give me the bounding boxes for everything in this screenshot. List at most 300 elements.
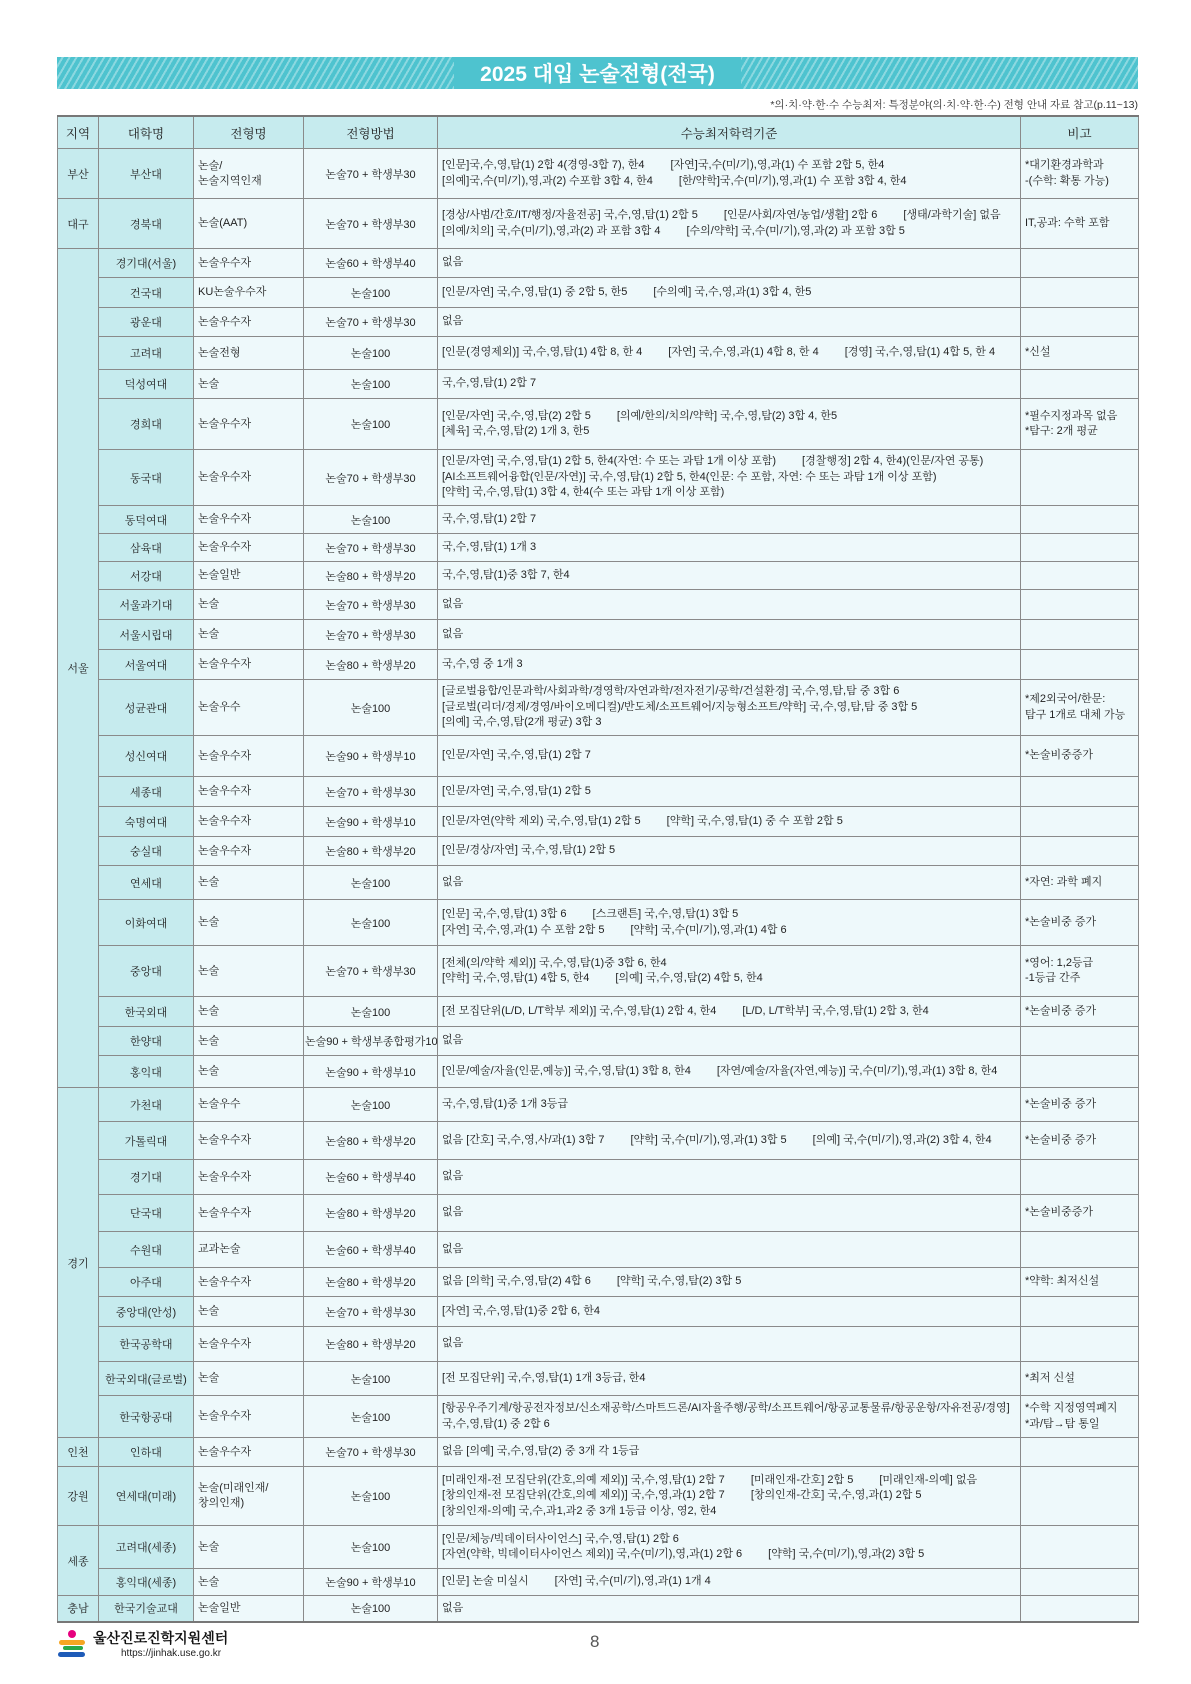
csat-minimum-criteria bbox=[438, 590, 1021, 620]
admission-type bbox=[194, 1297, 304, 1327]
remarks bbox=[1021, 370, 1139, 399]
admission-type-line: 논술우수자 bbox=[198, 1410, 252, 1422]
csat-minimum-criteria bbox=[438, 680, 1021, 736]
remarks bbox=[1021, 1297, 1139, 1327]
remarks bbox=[1021, 650, 1139, 680]
university-name: 광운대 bbox=[99, 308, 194, 337]
criteria-segment: [약학] 국,수(미/기),영,과(2) 3합 5 bbox=[768, 1548, 925, 1560]
table-row bbox=[58, 308, 1139, 337]
criteria-segment: [미래인재-간호] 2합 5 bbox=[750, 1473, 854, 1486]
criteria-segment: [의예/치의] 국,수(미/기),영,과(2) 과 포함 3합 4 bbox=[442, 224, 661, 237]
csat-minimum-criteria bbox=[438, 1526, 1021, 1569]
csat-minimum-criteria bbox=[438, 1232, 1021, 1268]
admission-type-line: 논술우수자 bbox=[198, 1134, 252, 1146]
criteria-segment: [약학] 국,수(미/기),영,과(1) 4합 6 bbox=[630, 923, 787, 936]
table-row bbox=[58, 1232, 1139, 1268]
selection-method: 논술60 + 학생부40 bbox=[304, 1160, 438, 1195]
region-cell: 대구 bbox=[58, 199, 99, 249]
criteria-segment: 국,수,영,탐(1) 2합 7 bbox=[442, 377, 537, 390]
admission-type-line: 논술 bbox=[198, 628, 220, 640]
criteria-segment: [자연] 국,수(미/기),영,과(1) 1개 4 bbox=[554, 1575, 711, 1588]
table-row bbox=[58, 1569, 1139, 1596]
criteria-line bbox=[442, 224, 1016, 240]
criteria-segment: [경상/사범/간호/IT/행정/자율전공] 국,수,영,탐(1) 2합 5 bbox=[442, 209, 698, 221]
criteria-line bbox=[442, 1417, 1016, 1433]
criteria-line bbox=[442, 568, 1016, 584]
criteria-line bbox=[442, 814, 1016, 830]
csat-minimum-criteria bbox=[438, 650, 1021, 680]
criteria-segment: [경찰행정] 2합 4, 한4)(인문/자연 공통) bbox=[802, 455, 984, 468]
criteria-line bbox=[442, 1401, 1016, 1417]
region-cell: 강원 bbox=[58, 1467, 99, 1526]
university-name: 성신여대 bbox=[99, 736, 194, 777]
criteria-segment: [약학] 국,수,영,탐(1) 중 수 포함 2합 5 bbox=[666, 814, 843, 827]
remarks bbox=[1021, 1056, 1139, 1088]
criteria-line bbox=[442, 174, 1016, 190]
university-name: 한양대 bbox=[99, 1027, 194, 1056]
admission-type-line: 논술 bbox=[198, 1034, 220, 1047]
remarks bbox=[1021, 308, 1139, 337]
admission-type bbox=[194, 1195, 304, 1232]
criteria-segment: [L/D, L/T학부] 국,수,영,탐(1) 2합 3, 한4 bbox=[742, 1004, 929, 1017]
criteria-line bbox=[442, 376, 1016, 392]
admission-type-line: 논술 bbox=[198, 1305, 220, 1317]
admission-type-line: 논술우수 bbox=[198, 701, 241, 713]
csat-minimum-criteria bbox=[438, 506, 1021, 534]
remarks bbox=[1021, 199, 1139, 249]
table-row bbox=[58, 506, 1139, 534]
table-row bbox=[58, 1362, 1139, 1396]
admission-type-line: 논술 bbox=[198, 1005, 220, 1017]
criteria-segment: 국,수,영,탐(1) 2합 7 bbox=[442, 512, 537, 525]
essay-admission-table bbox=[57, 115, 1139, 1623]
table-row bbox=[58, 1195, 1139, 1232]
criteria-line bbox=[442, 1504, 1016, 1520]
admission-type bbox=[194, 946, 304, 997]
admission-type bbox=[194, 1526, 304, 1569]
admission-type-line: 논술우수자 bbox=[198, 1170, 252, 1183]
criteria-line bbox=[442, 1274, 1016, 1290]
criteria-line bbox=[442, 470, 1016, 486]
admission-type bbox=[194, 534, 304, 562]
criteria-segment: 없음 bbox=[442, 627, 464, 640]
remark-line: *신설 bbox=[1025, 346, 1051, 359]
table-row bbox=[58, 1297, 1139, 1327]
table-row bbox=[58, 1327, 1139, 1362]
selection-method: 논술100 bbox=[304, 506, 438, 534]
column-header-university: 대학명 bbox=[99, 116, 194, 149]
selection-method: 논술70 + 학생부30 bbox=[304, 450, 438, 506]
admission-type-line: 논술우수자 bbox=[198, 1337, 252, 1350]
table-row bbox=[58, 562, 1139, 590]
table-row bbox=[58, 534, 1139, 562]
criteria-segment: [자연] 국,수,영,탐(1)중 2합 6, 한4 bbox=[442, 1304, 600, 1317]
remarks bbox=[1021, 278, 1139, 308]
admission-type-line: 논술 bbox=[198, 1575, 220, 1588]
csat-minimum-criteria bbox=[438, 946, 1021, 997]
csat-minimum-criteria bbox=[438, 337, 1021, 370]
remarks bbox=[1021, 1232, 1139, 1268]
admission-type-line: 논술 bbox=[198, 964, 220, 977]
university-name: 덕성여대 bbox=[99, 370, 194, 399]
remarks bbox=[1021, 1195, 1139, 1232]
csat-minimum-criteria bbox=[438, 1596, 1021, 1622]
admission-type-line: 논술(미래인재/ bbox=[198, 1482, 269, 1494]
remarks bbox=[1021, 997, 1139, 1027]
admission-type bbox=[194, 680, 304, 736]
criteria-segment: 없음 bbox=[442, 256, 464, 269]
criteria-segment: 없음 bbox=[442, 875, 464, 888]
selection-method: 논술100 bbox=[304, 997, 438, 1027]
admission-type-line: 논술일반 bbox=[198, 1601, 241, 1614]
university-name: 서울시립대 bbox=[99, 620, 194, 650]
university-name: 서울과기대 bbox=[99, 590, 194, 620]
table-row bbox=[58, 866, 1139, 900]
criteria-segment: 없음 bbox=[442, 1337, 464, 1350]
admission-type bbox=[194, 1088, 304, 1122]
university-name: 고려대(세종) bbox=[99, 1526, 194, 1569]
criteria-segment: 없음 bbox=[442, 1206, 464, 1219]
criteria-segment: [AI소프트웨어융합(인문/자연)] 국,수,영,탐(1) 2합 5, 한4(인문: 수 포함, 자연: 수 또는 과탐 1개 이상 포함) bbox=[442, 470, 937, 483]
criteria-segment: 없음 [의예] 국,수,영,탐(2) 중 3개 각 1등급 bbox=[442, 1445, 640, 1458]
criteria-line bbox=[442, 345, 1016, 361]
table-body bbox=[58, 149, 1139, 1622]
criteria-line bbox=[442, 971, 1016, 987]
remark-line: *논술비중 증가 bbox=[1025, 1097, 1097, 1110]
criteria-segment: [항공우주기계/항공전자정보/신소재공학/스마트드론/AI자율주행/공학/소프트웨어/항공교통물류/항공운항/자유전공/경영] bbox=[442, 1402, 1010, 1414]
criteria-line bbox=[442, 512, 1016, 528]
remarks bbox=[1021, 534, 1139, 562]
remark-line: *자연: 과학 폐지 bbox=[1025, 875, 1103, 888]
remarks bbox=[1021, 736, 1139, 777]
selection-method: 논술100 bbox=[304, 1467, 438, 1526]
selection-method: 논술60 + 학생부40 bbox=[304, 249, 438, 278]
university-name: 경기대 bbox=[99, 1160, 194, 1195]
admission-type-line: 논술(AAT) bbox=[198, 217, 248, 229]
admission-type bbox=[194, 506, 304, 534]
remark-line: *최저 신설 bbox=[1025, 1371, 1075, 1384]
criteria-segment: [글로벌융합/인문과학/사회과학/경영학/자연과학/전자전기/공학/건설환경] 국,수,영,탐,탐 중 3합 6 bbox=[442, 685, 900, 698]
remarks bbox=[1021, 946, 1139, 997]
university-name: 가천대 bbox=[99, 1088, 194, 1122]
criteria-line bbox=[442, 454, 1016, 470]
university-name: 삼육대 bbox=[99, 534, 194, 562]
csat-minimum-criteria bbox=[438, 1569, 1021, 1596]
table-row bbox=[58, 1160, 1139, 1195]
table-row bbox=[58, 900, 1139, 946]
remark-line: -(수학: 확통 가능) bbox=[1025, 174, 1109, 187]
table-row bbox=[58, 1467, 1139, 1526]
criteria-line bbox=[442, 1064, 1016, 1080]
admission-type-line: 논술우수자 bbox=[198, 417, 252, 430]
admission-type bbox=[194, 278, 304, 308]
selection-method: 논술100 bbox=[304, 1362, 438, 1396]
footer bbox=[57, 1628, 228, 1659]
selection-method: 논술70 + 학생부30 bbox=[304, 1297, 438, 1327]
remarks bbox=[1021, 807, 1139, 837]
admission-type-line: 논술 bbox=[198, 598, 220, 610]
criteria-segment: [생태/과학기술] 없음 bbox=[903, 209, 1001, 221]
criteria-line bbox=[442, 657, 1016, 673]
criteria-segment: [창의인재-전 모집단위(간호,의예 제외)] 국,수,영,과(1) 2합 7 bbox=[442, 1489, 725, 1502]
admission-type bbox=[194, 1596, 304, 1622]
criteria-segment: [자연] 국,수,영,과(1) 수 포함 2합 5 bbox=[442, 923, 605, 936]
criteria-segment: [인문]국,수,영,탐(1) 2합 4(경영-3합 7), 한4 bbox=[442, 159, 645, 171]
remarks bbox=[1021, 1526, 1139, 1569]
criteria-segment: [약학] 국,수,영,탐(1) 3합 4, 한4(수 또는 과탐 1개 이상 포함) bbox=[442, 486, 725, 499]
criteria-segment: [창의인재-의예] 국,수,과1,과2 중 3개 1등급 이상, 영2, 한4 bbox=[442, 1504, 717, 1517]
admission-type bbox=[194, 1438, 304, 1467]
criteria-segment: [인문/사회/자연/농업/생활] 2합 6 bbox=[723, 209, 878, 221]
university-name: 이화여대 bbox=[99, 900, 194, 946]
criteria-line bbox=[442, 1242, 1016, 1258]
admission-type bbox=[194, 1569, 304, 1596]
criteria-segment: [전 모집단위] 국,수,영,탐(1) 1개 3등급, 한4 bbox=[442, 1371, 646, 1384]
remarks bbox=[1021, 562, 1139, 590]
criteria-line bbox=[442, 1205, 1016, 1221]
csat-minimum-criteria bbox=[438, 534, 1021, 562]
criteria-line bbox=[442, 700, 1016, 716]
criteria-line bbox=[442, 208, 1016, 224]
csat-minimum-criteria bbox=[438, 997, 1021, 1027]
selection-method: 논술100 bbox=[304, 1396, 438, 1438]
region-cell: 부산 bbox=[58, 149, 99, 199]
table-row bbox=[58, 620, 1139, 650]
criteria-segment: 없음 bbox=[442, 1242, 464, 1255]
remarks bbox=[1021, 837, 1139, 866]
criteria-segment: [인문/예술/자율(인문,예능)] 국,수,영,탐(1) 3합 8, 한4 bbox=[442, 1064, 691, 1077]
criteria-segment: [자연] 국,수,영,과(1) 4합 8, 한 4 bbox=[668, 346, 819, 359]
university-name: 인하대 bbox=[99, 1438, 194, 1467]
table-row bbox=[58, 1027, 1139, 1056]
csat-minimum-criteria bbox=[438, 1195, 1021, 1232]
admission-type bbox=[194, 450, 304, 506]
criteria-segment: 국,수,영,탐(1) 중 2합 6 bbox=[442, 1417, 550, 1430]
criteria-line bbox=[442, 784, 1016, 800]
selection-method: 논술100 bbox=[304, 680, 438, 736]
csat-minimum-criteria bbox=[438, 1122, 1021, 1160]
csat-minimum-criteria bbox=[438, 399, 1021, 450]
criteria-segment: [의예] 국,수,영,탐(2개 평균) 3합 3 bbox=[442, 716, 602, 729]
remarks bbox=[1021, 1268, 1139, 1297]
admission-type bbox=[194, 1362, 304, 1396]
admission-type bbox=[194, 590, 304, 620]
table-row bbox=[58, 680, 1139, 736]
admission-type-line: 논술 bbox=[198, 1065, 220, 1077]
admission-type bbox=[194, 370, 304, 399]
table-row bbox=[58, 837, 1139, 866]
university-name: 연세대 bbox=[99, 866, 194, 900]
remarks bbox=[1021, 1327, 1139, 1362]
csat-minimum-criteria bbox=[438, 370, 1021, 399]
university-name: 중앙대 bbox=[99, 946, 194, 997]
admission-type bbox=[194, 900, 304, 946]
region-cell: 세종 bbox=[58, 1526, 99, 1596]
criteria-segment: [의예] 국,수,영,탐(2) 4합 5, 한4 bbox=[615, 972, 763, 984]
selection-method: 논술100 bbox=[304, 1088, 438, 1122]
admission-type-line: 논술우수자 bbox=[198, 749, 252, 762]
admission-type-line: 논술우수자 bbox=[198, 541, 252, 553]
remark-line: *약학: 최저신설 bbox=[1025, 1275, 1100, 1288]
center-logo-icon bbox=[57, 1630, 87, 1658]
criteria-segment: 없음 bbox=[442, 315, 464, 328]
selection-method: 논술70 + 학생부30 bbox=[304, 590, 438, 620]
criteria-line bbox=[442, 158, 1016, 174]
criteria-line bbox=[442, 540, 1016, 556]
remarks bbox=[1021, 450, 1139, 506]
selection-method: 논술100 bbox=[304, 1596, 438, 1622]
selection-method: 논술80 + 학생부20 bbox=[304, 1327, 438, 1362]
selection-method: 논술100 bbox=[304, 1526, 438, 1569]
table-row bbox=[58, 278, 1139, 308]
criteria-segment: [스크랜튼] 국,수,영,탐(1) 3합 5 bbox=[592, 908, 739, 920]
remarks bbox=[1021, 1088, 1139, 1122]
criteria-line bbox=[442, 1444, 1016, 1460]
table-row bbox=[58, 946, 1139, 997]
admission-type bbox=[194, 1396, 304, 1438]
criteria-segment: 없음 [의학] 국,수,영,탐(2) 4합 6 bbox=[442, 1275, 591, 1288]
selection-method: 논술80 + 학생부20 bbox=[304, 1195, 438, 1232]
remark-line: *논술비중 증가 bbox=[1025, 1004, 1097, 1017]
criteria-segment: [인문/자연] 국,수,영,탐(1) 2합 5 bbox=[442, 784, 591, 797]
admission-type-line: 논술우수자 bbox=[198, 1445, 252, 1458]
table-row bbox=[58, 777, 1139, 807]
csat-minimum-criteria bbox=[438, 1056, 1021, 1088]
criteria-line bbox=[442, 1532, 1016, 1548]
criteria-line bbox=[442, 1547, 1016, 1563]
selection-method: 논술80 + 학생부20 bbox=[304, 1268, 438, 1297]
criteria-segment: [미래인재-의예] 없음 bbox=[879, 1473, 978, 1486]
remark-line: *논술비중 증가 bbox=[1025, 915, 1097, 928]
csat-minimum-criteria bbox=[438, 1438, 1021, 1467]
column-header-remarks: 비고 bbox=[1021, 116, 1139, 149]
remark-line: -1등급 간주 bbox=[1025, 972, 1081, 984]
admission-type-line: 논술우수자 bbox=[198, 785, 252, 797]
admission-type-line: 논술 bbox=[198, 876, 220, 888]
selection-method: 논술80 + 학생부20 bbox=[304, 650, 438, 680]
remark-line: *논술비중 증가 bbox=[1025, 1133, 1097, 1146]
remarks bbox=[1021, 1596, 1139, 1622]
university-name: 경기대(서울) bbox=[99, 249, 194, 278]
table-row bbox=[58, 736, 1139, 777]
table-row bbox=[58, 1122, 1139, 1160]
criteria-line bbox=[442, 1336, 1016, 1352]
admission-type bbox=[194, 562, 304, 590]
criteria-line bbox=[442, 597, 1016, 613]
criteria-line bbox=[442, 314, 1016, 330]
university-name: 경북대 bbox=[99, 199, 194, 249]
criteria-segment: [글로벌(리더/경제/경영/바이오메디컬)/반도체/소프트웨어/지능형소프트/약학] 국,수,영,탐,탐 중 3합 5 bbox=[442, 700, 918, 713]
remark-line: *수학 지정영역폐지 bbox=[1025, 1402, 1118, 1414]
university-name: 고려대 bbox=[99, 337, 194, 370]
remark-line: *탐구: 2개 평균 bbox=[1025, 425, 1098, 437]
university-name: 한국항공대 bbox=[99, 1396, 194, 1438]
remark-line: *논술비중증가 bbox=[1025, 749, 1094, 762]
admission-type bbox=[194, 1027, 304, 1056]
table-row bbox=[58, 149, 1139, 199]
criteria-line bbox=[442, 1304, 1016, 1320]
csat-minimum-criteria bbox=[438, 1362, 1021, 1396]
university-name: 가톨릭대 bbox=[99, 1122, 194, 1160]
criteria-segment: [인문(경영제외)] 국,수,영,탐(1) 4합 8, 한 4 bbox=[442, 346, 643, 359]
selection-method: 논술60 + 학생부40 bbox=[304, 1232, 438, 1268]
criteria-segment: 없음 bbox=[442, 1170, 464, 1183]
admission-type-line: 논술지역인재 bbox=[198, 174, 262, 187]
selection-method: 논술70 + 학생부30 bbox=[304, 1438, 438, 1467]
criteria-segment: 없음 bbox=[442, 1034, 464, 1047]
remarks bbox=[1021, 900, 1139, 946]
admission-type-line: 논술전형 bbox=[198, 346, 241, 359]
table-row bbox=[58, 450, 1139, 506]
remarks bbox=[1021, 777, 1139, 807]
remarks bbox=[1021, 620, 1139, 650]
criteria-segment: [약학] 국,수(미/기),영,과(1) 3합 5 bbox=[630, 1133, 787, 1146]
remarks bbox=[1021, 249, 1139, 278]
criteria-segment: [자연(약학, 빅데이터사이언스 제외)] 국,수(미/기),영,과(1) 2합 6 bbox=[442, 1548, 743, 1560]
remark-line: *논술비중증가 bbox=[1025, 1206, 1094, 1219]
criteria-segment: [인문/자연] 국,수,영,탐(2) 2합 5 bbox=[442, 409, 591, 422]
university-name: 숭실대 bbox=[99, 837, 194, 866]
criteria-segment: 국,수,영,탐(1)중 3합 7, 한4 bbox=[442, 568, 570, 581]
criteria-line bbox=[442, 1133, 1016, 1149]
admission-type-line: 논술우수자 bbox=[198, 658, 252, 670]
university-name: 중앙대(안성) bbox=[99, 1297, 194, 1327]
criteria-segment: 국,수,영,탐(1) 1개 3 bbox=[442, 540, 537, 553]
criteria-segment: 국,수,영,탐(1)중 1개 3등급 bbox=[442, 1097, 568, 1110]
remarks bbox=[1021, 1027, 1139, 1056]
admission-type bbox=[194, 997, 304, 1027]
selection-method: 논술100 bbox=[304, 337, 438, 370]
table-row bbox=[58, 249, 1139, 278]
region-cell: 경기 bbox=[58, 1088, 99, 1438]
table-row bbox=[58, 399, 1139, 450]
university-name: 한국기술교대 bbox=[99, 1596, 194, 1622]
csat-minimum-criteria bbox=[438, 837, 1021, 866]
admission-type-line: 교과논술 bbox=[198, 1243, 241, 1255]
admission-type-line: 논술우수자 bbox=[198, 1206, 252, 1219]
admission-type bbox=[194, 1467, 304, 1526]
csat-minimum-criteria bbox=[438, 199, 1021, 249]
admission-type bbox=[194, 249, 304, 278]
remarks bbox=[1021, 506, 1139, 534]
university-name: 연세대(미래) bbox=[99, 1467, 194, 1526]
criteria-line bbox=[442, 285, 1016, 301]
admission-type-line: 논술우수자 bbox=[198, 815, 252, 827]
admission-type-line: 논술일반 bbox=[198, 569, 241, 581]
page-number: 8 bbox=[590, 1632, 600, 1651]
criteria-line bbox=[442, 1169, 1016, 1185]
reference-note: *의·치·약·한·수 수능최저: 특정분야(의·치·약·한·수) 전형 안내 자료 참고(p.11~13) bbox=[770, 99, 1138, 111]
admission-type-line: 논술우수자 bbox=[198, 1275, 252, 1288]
criteria-segment: [인문/자연] 국,수,영,탐(1) 2합 7 bbox=[442, 749, 591, 762]
center-url[interactable]: https://jinhak.use.go.kr bbox=[121, 1648, 222, 1659]
criteria-line bbox=[442, 627, 1016, 643]
university-name: 경희대 bbox=[99, 399, 194, 450]
remark-line: *영어: 1,2등급 bbox=[1025, 956, 1094, 969]
criteria-segment: 없음 bbox=[442, 597, 464, 610]
remarks bbox=[1021, 1396, 1139, 1438]
csat-minimum-criteria bbox=[438, 278, 1021, 308]
remarks bbox=[1021, 1467, 1139, 1526]
university-name: 서울여대 bbox=[99, 650, 194, 680]
admission-type-line: 논술우수자 bbox=[198, 844, 252, 857]
selection-method: 논술70 + 학생부30 bbox=[304, 534, 438, 562]
column-header-csat-minimum: 수능최저학력기준 bbox=[438, 116, 1021, 149]
selection-method: 논술70 + 학생부30 bbox=[304, 308, 438, 337]
selection-method: 논술100 bbox=[304, 866, 438, 900]
table-row bbox=[58, 1526, 1139, 1569]
university-name: 한국공학대 bbox=[99, 1327, 194, 1362]
